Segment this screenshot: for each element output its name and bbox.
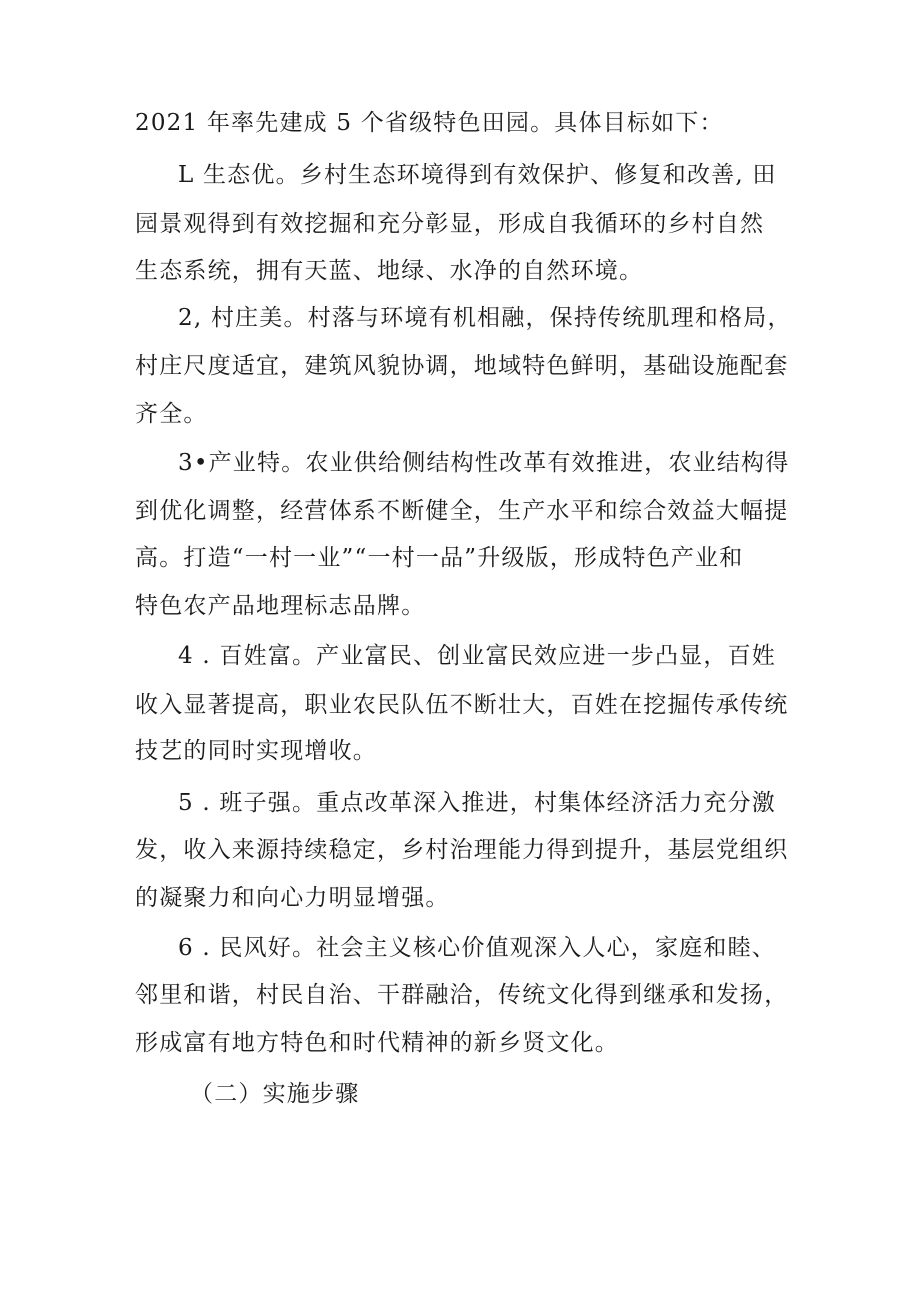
goal-4-line-1: 4 . 百姓富。产业富民、创业富民效应进一步凸显，百姓 [178, 643, 776, 669]
goal-3-line-1: 3•产业特。农业供给侧结构性改革有效推进，农业结构得 [178, 450, 790, 476]
goal-6-line-2: 邻里和谐，村民自治、干群融洽，传统文化得到继承和发扬， [135, 982, 789, 1008]
goal-2-line-2: 村庄尺度适宜，建筑风貌协调，地域特色鲜明，基础设施配套 [135, 353, 789, 379]
goal-5-line-2: 发，收入来源持续稳定，乡村治理能力得到提升，基层党组织 [135, 837, 789, 863]
goal-1-line-1: L 生态优。乡村生态环境得到有效保护、修复和改善, 田 [178, 162, 777, 188]
goal-4-line-3: 技艺的同时实现增收。 [135, 738, 377, 764]
intro-line: 2021 年率先建成 5 个省级特色田园。具体目标如下： [135, 110, 724, 136]
goal-5-line-1: 5 . 班子强。重点改革深入推进，村集体经济活力充分激 [178, 790, 776, 816]
goal-6-line-1: 6 . 民风好。社会主义核心价值观深入人心，家庭和睦、 [178, 935, 776, 961]
goal-3-line-4: 特色农产品地理标志品牌。 [135, 593, 426, 619]
goal-1-line-3: 生态系统，拥有天蓝、地绿、水净的自然环境。 [135, 258, 644, 284]
goal-2-line-3: 齐全。 [135, 401, 208, 427]
goal-3-line-3: 高。打造“一村一业”“一村一品”升级版，形成特色产业和 [135, 545, 744, 571]
section-heading: （二）实施步骤 [190, 1081, 360, 1107]
goal-2-line-1: 2, 村庄美。村落与环境有机相融，保持传统肌理和格局， [178, 305, 792, 331]
goal-1-line-2: 园景观得到有效挖掘和充分彰显，形成自我循环的乡村自然 [135, 211, 765, 237]
goal-6-line-3: 形成富有地方特色和时代精神的新乡贤文化。 [135, 1030, 619, 1056]
goal-4-line-2: 收入显著提高，职业农民队伍不断壮大，百姓在挖掘传承传统 [135, 692, 789, 718]
goal-3-line-2: 到优化调整，经营体系不断健全，生产水平和综合效益大幅提 [135, 498, 789, 524]
goal-5-line-3: 的凝聚力和向心力明显增强。 [135, 885, 450, 911]
